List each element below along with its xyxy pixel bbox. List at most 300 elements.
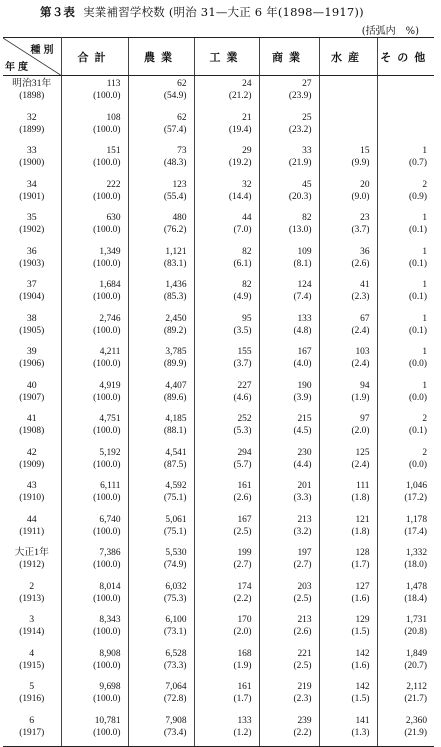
count-value: 125 <box>355 447 370 458</box>
count-value: 44 <box>242 213 252 223</box>
percent-value: (2.6) <box>293 627 312 637</box>
percent-value: (75.1) <box>163 493 187 503</box>
percent-value: (1.5) <box>351 627 370 637</box>
percent-value: (2.4) <box>351 325 370 336</box>
percent-value: (7.0) <box>233 225 252 235</box>
cell-industry <box>194 277 259 311</box>
era-year-label: 5 <box>29 681 35 692</box>
header-row <box>3 38 434 76</box>
percent-value: (100.0) <box>93 660 121 671</box>
percent-value: (1.9) <box>351 392 370 403</box>
percent-value: (1.6) <box>351 593 370 604</box>
count-value: 294 <box>237 447 252 458</box>
count-value: 1 <box>422 213 427 223</box>
cell-agriculture <box>128 277 194 311</box>
western-year-label: (1899) <box>19 124 45 135</box>
percent-value: (2.4) <box>351 459 370 470</box>
count-value: 15 <box>360 146 370 156</box>
percent-value: (2.2) <box>293 727 312 738</box>
percent-value: (2.4) <box>351 359 370 369</box>
count-value: 1,731 <box>405 615 427 625</box>
count-value: 1,121 <box>165 246 187 257</box>
count-value: 124 <box>297 280 312 290</box>
count-value: 27 <box>302 79 312 89</box>
count-value: 62 <box>177 79 187 89</box>
percent-value: (89.6) <box>163 392 187 403</box>
cell-fisheries <box>319 478 377 512</box>
cell-other <box>377 445 434 479</box>
cell-agriculture <box>128 378 194 412</box>
western-year-label: (1903) <box>19 258 45 269</box>
western-year-label: (1910) <box>19 493 45 503</box>
cell-agriculture <box>128 545 194 579</box>
count-value: 222 <box>106 179 121 190</box>
cell-other <box>377 411 434 445</box>
col-header-fisheries: 水産 <box>319 38 377 76</box>
cell-agriculture <box>128 344 194 378</box>
cell-total <box>61 110 128 144</box>
cell-agriculture <box>128 244 194 278</box>
count-value: 29 <box>242 146 252 156</box>
percent-value: (89.2) <box>163 325 187 336</box>
cell-industry <box>194 646 259 680</box>
year-cell <box>3 512 61 546</box>
percent-value: (73.1) <box>163 627 187 637</box>
cell-commerce <box>259 210 319 244</box>
count-value: 21 <box>242 112 252 123</box>
count-value: 167 <box>297 347 312 357</box>
count-value: 25 <box>302 112 312 123</box>
count-value: 20 <box>360 179 370 190</box>
cell-fisheries <box>319 512 377 546</box>
count-value: 7,064 <box>165 682 187 692</box>
count-value: 33 <box>302 146 312 156</box>
percent-value: (19.2) <box>228 158 252 168</box>
cell-fisheries <box>319 612 377 646</box>
count-value: 113 <box>106 79 121 89</box>
percent-value: (100.0) <box>93 727 121 738</box>
era-year-label: 44 <box>26 513 37 525</box>
cell-total <box>61 411 128 445</box>
cell-other <box>377 378 434 412</box>
count-value: 111 <box>356 481 370 491</box>
count-value: 230 <box>297 447 312 458</box>
percent-value: (20.7) <box>404 660 427 671</box>
western-year-label: (1909) <box>19 459 45 470</box>
count-value: 1 <box>422 347 427 357</box>
year-cell <box>3 579 61 613</box>
table-row <box>3 110 434 144</box>
cell-total <box>61 344 128 378</box>
percent-value: (4.5) <box>293 426 312 436</box>
cell-agriculture <box>128 143 194 177</box>
count-value: 239 <box>297 715 312 726</box>
table-row <box>3 579 434 613</box>
cell-other <box>377 545 434 579</box>
percent-value: (3.7) <box>351 225 370 235</box>
year-cell <box>3 344 61 378</box>
year-cell <box>3 713 61 747</box>
cell-fisheries <box>319 244 377 278</box>
count-value: 2,360 <box>405 715 427 726</box>
table-row <box>3 512 434 546</box>
year-cell <box>3 177 61 211</box>
count-value: 6,740 <box>99 514 121 525</box>
percent-value: (100.0) <box>93 91 121 101</box>
count-value: 108 <box>106 112 121 123</box>
count-value: 2 <box>422 447 427 458</box>
cell-other <box>377 612 434 646</box>
cell-total <box>61 713 128 747</box>
cell-fisheries <box>319 713 377 747</box>
count-value: 109 <box>297 246 312 257</box>
cell-industry <box>194 411 259 445</box>
percent-value: (73.4) <box>163 727 187 738</box>
percent-value: (1.3) <box>351 727 370 738</box>
corner-cell <box>3 38 61 76</box>
percent-value: (100.0) <box>93 593 121 604</box>
col-header-industry: 工業 <box>194 38 259 76</box>
table-row <box>3 210 434 244</box>
count-value: 1,349 <box>99 246 121 257</box>
era-year-label: 6 <box>29 714 35 726</box>
percent-value: (2.7) <box>293 560 312 570</box>
percent-value: (100.0) <box>93 493 121 503</box>
era-year-label: 39 <box>26 346 37 357</box>
cell-industry <box>194 210 259 244</box>
era-year-label: 38 <box>26 312 37 324</box>
count-value: 4,211 <box>99 347 121 357</box>
cell-agriculture <box>128 713 194 747</box>
count-value: 2,450 <box>165 313 187 324</box>
cell-other <box>377 177 434 211</box>
table-row <box>3 545 434 579</box>
year-cell <box>3 277 61 311</box>
count-value: 168 <box>237 648 252 659</box>
count-value: 201 <box>297 481 312 491</box>
percent-value: (100.0) <box>93 158 121 168</box>
percent-value: (83.1) <box>163 258 187 269</box>
cell-industry <box>194 244 259 278</box>
table-row <box>3 478 434 512</box>
percent-value: (1.2) <box>233 727 252 738</box>
percent-value: (0.1) <box>409 325 427 336</box>
count-value: 219 <box>297 682 312 692</box>
percent-value: (21.7) <box>404 694 427 704</box>
count-value: 127 <box>355 581 370 592</box>
percent-value: (76.2) <box>163 225 187 235</box>
count-value: 1,436 <box>165 280 187 290</box>
count-value: 142 <box>355 682 370 692</box>
count-value: 8,343 <box>99 615 121 625</box>
percent-value: (1.9) <box>233 660 252 671</box>
cell-total <box>61 210 128 244</box>
cell-commerce <box>259 311 319 345</box>
cell-other <box>377 344 434 378</box>
era-year-label: 32 <box>26 111 37 123</box>
count-value: 170 <box>237 615 252 625</box>
count-value: 190 <box>297 380 312 391</box>
percent-value: (73.3) <box>163 660 187 671</box>
year-cell <box>3 445 61 479</box>
col-header-commerce: 商業 <box>259 38 319 76</box>
cell-commerce <box>259 612 319 646</box>
table-row <box>3 277 434 311</box>
cell-fisheries <box>319 545 377 579</box>
table-row <box>3 679 434 713</box>
percent-value: (100.0) <box>93 225 121 235</box>
percent-value: (72.8) <box>163 694 187 704</box>
count-value: 8,908 <box>99 648 121 659</box>
cell-industry <box>194 344 259 378</box>
count-value: 161 <box>237 682 252 692</box>
percent-value: (1.5) <box>351 694 370 704</box>
cell-fisheries <box>319 177 377 211</box>
col-header-total: 合計 <box>61 38 128 76</box>
table-row <box>3 646 434 680</box>
percent-value: (21.2) <box>228 91 252 101</box>
percent-value: (18.4) <box>404 593 427 604</box>
count-value: 4,407 <box>165 380 187 391</box>
cell-other <box>377 478 434 512</box>
cell-agriculture <box>128 512 194 546</box>
cell-total <box>61 311 128 345</box>
cell-agriculture <box>128 679 194 713</box>
era-year-label: 43 <box>26 480 37 491</box>
cell-commerce <box>259 76 319 110</box>
percent-value: (1.8) <box>351 493 370 503</box>
percent-value: (9.9) <box>351 158 370 168</box>
percent-value: (2.5) <box>233 526 252 537</box>
era-year-label: 35 <box>26 212 37 223</box>
count-value: 161 <box>237 481 252 491</box>
cell-commerce <box>259 579 319 613</box>
table-row <box>3 143 434 177</box>
table-row <box>3 445 434 479</box>
cell-commerce <box>259 478 319 512</box>
count-value: 82 <box>302 213 312 223</box>
cell-total <box>61 646 128 680</box>
percent-value: (89.9) <box>163 359 187 369</box>
percent-value: (3.5) <box>233 325 252 336</box>
cell-industry <box>194 679 259 713</box>
western-year-label: (1905) <box>19 325 45 336</box>
count-value: 6,528 <box>165 648 187 659</box>
year-cell <box>3 411 61 445</box>
cell-commerce <box>259 244 319 278</box>
cell-commerce <box>259 110 319 144</box>
percent-value: (13.0) <box>288 225 312 235</box>
percent-value: (0.0) <box>409 359 427 369</box>
western-year-label: (1898) <box>19 91 45 101</box>
cell-total <box>61 679 128 713</box>
era-year-label: 37 <box>26 279 37 290</box>
count-value: 215 <box>297 414 312 424</box>
cell-total <box>61 244 128 278</box>
percent-value: (21.9) <box>404 727 427 738</box>
cell-industry <box>194 579 259 613</box>
percent-value: (0.9) <box>409 191 427 202</box>
corner-year-label: 年度 <box>5 62 31 73</box>
count-value: 62 <box>177 112 187 123</box>
year-cell <box>3 478 61 512</box>
cell-fisheries <box>319 76 377 110</box>
percent-value: (0.7) <box>409 158 427 168</box>
percent-value: (2.3) <box>351 292 370 302</box>
percent-value: (2.0) <box>233 627 252 637</box>
percent-value: (74.9) <box>163 560 187 570</box>
percent-value: (20.8) <box>404 627 427 637</box>
count-value: 24 <box>242 79 252 89</box>
school-count-table <box>3 37 434 747</box>
percent-value: (7.4) <box>293 292 312 302</box>
cell-other <box>377 277 434 311</box>
cell-commerce <box>259 545 319 579</box>
count-value: 4,185 <box>165 414 187 424</box>
cell-fisheries <box>319 679 377 713</box>
table-title <box>40 4 440 20</box>
cell-fisheries <box>319 210 377 244</box>
count-value: 142 <box>355 648 370 659</box>
cell-total <box>61 612 128 646</box>
percent-value: (100.0) <box>93 325 121 336</box>
count-value: 67 <box>360 313 370 324</box>
cell-industry <box>194 445 259 479</box>
percent-value: (100.0) <box>93 526 121 537</box>
cell-commerce <box>259 411 319 445</box>
percent-value: (75.1) <box>163 526 187 537</box>
percent-value: (17.4) <box>404 526 427 537</box>
era-year-label: 33 <box>26 145 37 156</box>
table-row <box>3 713 434 747</box>
percent-value: (0.1) <box>409 258 427 269</box>
count-value: 221 <box>297 648 312 659</box>
cell-fisheries <box>319 411 377 445</box>
cell-commerce <box>259 277 319 311</box>
percent-value: (23.9) <box>288 91 312 101</box>
western-year-label: (1904) <box>19 292 45 302</box>
percent-value: (2.5) <box>293 660 312 671</box>
count-value: 252 <box>237 414 252 424</box>
percent-value: (9.0) <box>351 191 370 202</box>
percent-value: (100.0) <box>93 258 121 269</box>
cell-commerce <box>259 445 319 479</box>
count-value: 1 <box>422 146 427 156</box>
cell-fisheries <box>319 646 377 680</box>
western-year-label: (1916) <box>19 694 45 704</box>
percent-value: (3.3) <box>293 493 312 503</box>
era-year-label: 明治31年 <box>12 78 52 89</box>
western-year-label: (1906) <box>19 359 45 369</box>
count-value: 1,178 <box>405 514 427 525</box>
year-cell <box>3 110 61 144</box>
western-year-label: (1901) <box>19 191 45 202</box>
percent-value: (0.0) <box>409 392 427 403</box>
percent-value: (1.8) <box>351 526 370 537</box>
cell-agriculture <box>128 445 194 479</box>
count-value: 23 <box>360 213 370 223</box>
western-year-label: (1913) <box>19 593 45 604</box>
table-row <box>3 311 434 345</box>
cell-commerce <box>259 344 319 378</box>
percent-value: (100.0) <box>93 124 121 135</box>
cell-fisheries <box>319 445 377 479</box>
percent-value: (100.0) <box>93 292 121 302</box>
col-header-agriculture: 農業 <box>128 38 194 76</box>
count-value: 9,698 <box>99 682 121 692</box>
year-cell <box>3 646 61 680</box>
table-caption: 実業補習学校数 (明治 31—大正 6 年(1898—1917)) <box>83 5 364 19</box>
cell-agriculture <box>128 612 194 646</box>
percent-value: (23.2) <box>288 124 312 135</box>
percent-value: (54.9) <box>163 91 187 101</box>
percent-value: (75.3) <box>163 593 187 604</box>
cell-total <box>61 579 128 613</box>
cell-industry <box>194 311 259 345</box>
era-year-label: 36 <box>26 245 37 257</box>
cell-industry <box>194 143 259 177</box>
cell-other <box>377 713 434 747</box>
cell-industry <box>194 177 259 211</box>
cell-agriculture <box>128 311 194 345</box>
count-value: 630 <box>106 213 121 223</box>
cell-industry <box>194 545 259 579</box>
count-value: 6,111 <box>100 481 121 491</box>
cell-total <box>61 512 128 546</box>
percent-value: (87.5) <box>163 459 187 470</box>
count-value: 213 <box>297 514 312 525</box>
percent-value: (14.4) <box>228 191 252 202</box>
year-cell <box>3 244 61 278</box>
unit-note: (括弧内 %) <box>361 26 419 37</box>
western-year-label: (1900) <box>19 158 45 168</box>
count-value: 1,046 <box>405 481 427 491</box>
era-year-label: 42 <box>26 446 37 458</box>
count-value: 203 <box>297 581 312 592</box>
count-value: 4,592 <box>165 481 187 491</box>
era-year-label: 41 <box>26 413 37 424</box>
percent-value: (0.1) <box>409 292 427 302</box>
cell-total <box>61 76 128 110</box>
percent-value: (20.3) <box>288 191 312 202</box>
count-value: 97 <box>360 414 370 424</box>
era-year-label: 2 <box>29 580 35 592</box>
cell-commerce <box>259 713 319 747</box>
cell-other <box>377 76 434 110</box>
percent-value: (57.4) <box>163 124 187 135</box>
count-value: 2,112 <box>406 682 427 692</box>
cell-fisheries <box>319 143 377 177</box>
cell-other <box>377 679 434 713</box>
percent-value: (19.4) <box>228 124 252 135</box>
count-value: 133 <box>237 715 252 726</box>
count-value: 4,919 <box>99 380 121 391</box>
percent-value: (55.4) <box>163 191 187 202</box>
count-value: 2,746 <box>99 313 121 324</box>
percent-value: (3.9) <box>293 392 312 403</box>
count-value: 480 <box>172 213 187 223</box>
cell-industry <box>194 612 259 646</box>
percent-value: (0.1) <box>409 225 427 235</box>
cell-other <box>377 579 434 613</box>
count-value: 155 <box>237 347 252 357</box>
count-value: 36 <box>360 246 370 257</box>
count-value: 123 <box>172 179 187 190</box>
percent-value: (100.0) <box>93 191 121 202</box>
cell-agriculture <box>128 646 194 680</box>
cell-agriculture <box>128 110 194 144</box>
year-cell <box>3 311 61 345</box>
